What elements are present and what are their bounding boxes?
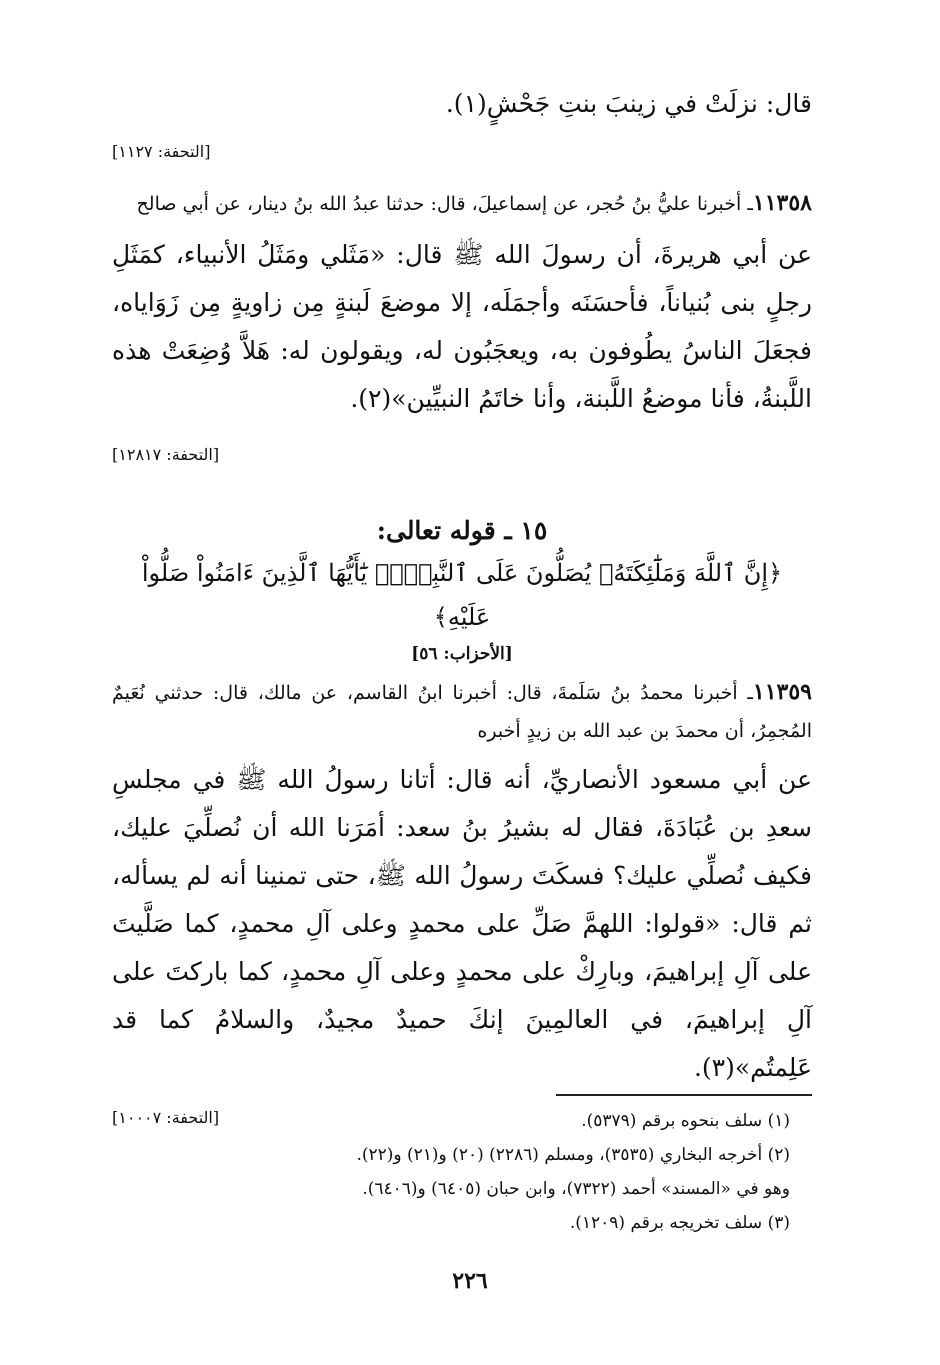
footnote-divider [556, 1094, 812, 1096]
isnad-text: ـ أخبرنا عليُّ بنُ حُجر، عن إسماعيلَ، قال: حدثنا عبدُ الله بنُ دينار، عن أبي صالح [136, 193, 753, 215]
quran-verse: ﴿إِنَّ ٱللَّهَ وَمَلَٰٓئِكَتَهُۥ يُصَلُّونَ عَلَى ٱلنَّبِيِّۚ يَٰٓأَيُّهَا ٱلَّذِينَ ءَامَنُواْ صَلُّواْ عَلَيْهِ﴾ [141, 559, 783, 631]
section-heading: ١٥ ـ قوله تعالى: [376, 516, 548, 545]
hadith-1358-text: عن أبي هريرةَ، أن رسولَ الله ﷺ قال: «مَثَلي ومَثَلُ الأنبياء، كمَثَلِ رجلٍ بنى بُنياناً، فأحسَنَه وأجمَلَه، إلا موضعَ لَبنةٍ مِن زاويةٍ مِن زَوَاياه، فجعَلَ الناسُ يطُوفون به، ويعجَبُون له، ويقولون له: هَلاَّ وُضِعَتْ هذه اللَّبنةُ، فأنا موضعُ اللَّبنة، وأنا خاتَمُ النبيِّين»(٢). [112, 240, 812, 413]
tuhfa-reference: [التحفة: ١٢٨١٧] [112, 445, 220, 464]
footnote: وهو في «المسند» أحمد (٧٣٢٢)، وابن حبان (٦٤٠٥) و(٦٤٠٦). [362, 1179, 790, 1199]
hadith-1358-isnad [112, 184, 812, 223]
footnote: (٣) سلف تخريجه برقم (١٢٠٩). [569, 1213, 790, 1233]
hadith-1359-isnad [112, 673, 812, 750]
hadith-number: ١١٣٥٩ [752, 679, 812, 705]
page-number: ٢٢٦ [452, 1268, 488, 1294]
footnotes [300, 1104, 790, 1240]
hadith-1359-text: عن أبي مسعود الأنصاريِّ، أنه قال: أتانا رسولُ الله ﷺ في مجلسِ سعدِ بن عُبَادَةَ، فقال له بشيرُ بنُ سعد: أمَرَنا الله أن نُصلِّيَ عليك، فكيف نُصلِّي عليك؟ فسكَتَ رسولُ الله ﷺ، حتى تمنينا أنه لم يسأله، ثم قال: «قولوا: اللهمَّ صَلِّ على محمدٍ وعلى آلِ محمدٍ، كما صَلَّيتَ على آلِ إبراهيمَ، وبارِكْ على محمدٍ وعلى آلِ محمدٍ، كما باركتَ على آلِ إبراهيمَ، في العالمِينَ إنكَ حميدٌ مجيدٌ، والسلامُ كما قد عَلِمتُم»(٣). [112, 765, 812, 1082]
footnote: (٢) أخرجه البخاري (٣٥٣٥)، ومسلم (٢٢٨٦) (٢٠) و(٢١) و(٢٢). [356, 1145, 790, 1165]
paragraph-intro: قال: نزلَتْ في زينبَ بنتِ جَحْشٍ(١). [445, 89, 812, 118]
page-body [112, 80, 812, 1128]
isnad-text: ـ أخبرنا محمدُ بنُ سَلَمةَ، قال: أخبرنا ابنُ القاسم، عن مالك، قال: حدثني نُعَيمٌ المُجمِرُ، أن محمدَ بن عبد الله بن زيدٍ أخبره [112, 682, 812, 742]
verse-reference: [الأحزاب: ٥٦] [411, 644, 513, 664]
tuhfa-reference: [التحفة: ١٠٠٠٧] [112, 1108, 220, 1127]
tuhfa-reference: [التحفة: ١١٢٧] [112, 142, 211, 161]
footnote: (١) سلف بنحوه برقم (٥٣٧٩). [581, 1111, 790, 1131]
hadith-number: ١١٣٥٨ [752, 190, 812, 216]
